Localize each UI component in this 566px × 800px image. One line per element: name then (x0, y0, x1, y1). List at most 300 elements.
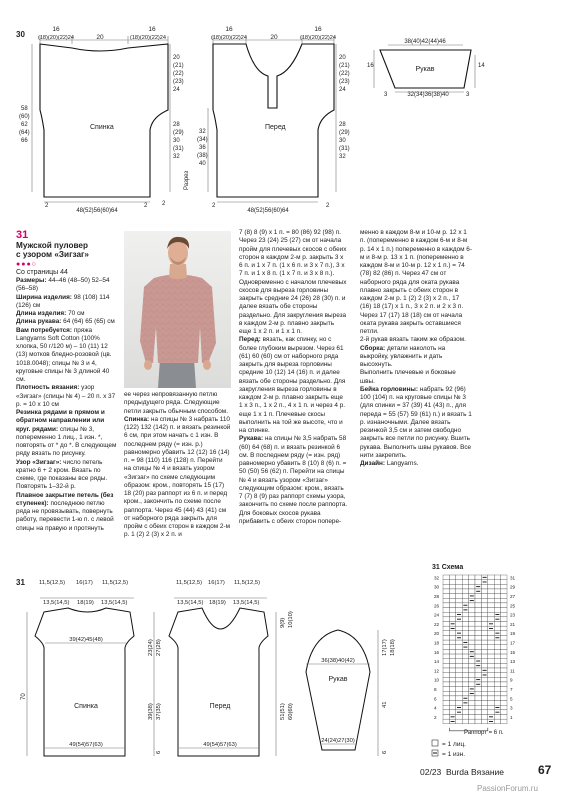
paragraph-heading: Рукава: (239, 435, 264, 443)
chart-cell (462, 575, 468, 580)
paragraph (16, 327, 120, 385)
chart-cell (456, 705, 462, 710)
svg-text:18(19): 18(19) (209, 600, 226, 606)
page-number: 67 (538, 763, 552, 777)
chart-cell (469, 696, 475, 701)
bottom-back-schematic (21, 580, 134, 756)
chart-cell (462, 622, 468, 627)
chart-cell (456, 631, 462, 636)
paragraph-heading: Плавное закрытие петель (без ступенек): (16, 491, 114, 507)
svg-text:36: 36 (199, 145, 206, 151)
chart-cell (449, 575, 455, 580)
chart-cell (449, 668, 455, 673)
chart-cell (443, 691, 449, 696)
chart-cell (449, 603, 455, 608)
svg-text:24: 24 (173, 87, 180, 93)
svg-text:2: 2 (45, 203, 49, 209)
chart-cell (462, 594, 468, 599)
chart-cell (501, 696, 507, 701)
chart-cell (449, 622, 455, 627)
chart-cell (481, 617, 487, 622)
chart-cell (449, 691, 455, 696)
chart-cell (501, 598, 507, 603)
chart-cell (475, 603, 481, 608)
photo-ref: Со страницы 44 (16, 269, 68, 277)
chart-row-label: 22 (434, 621, 440, 627)
chart-cell (481, 640, 487, 645)
chart-cell (462, 710, 468, 715)
paragraph-body: спицы № 3, попеременно 1 лиц., 1 изн. *, повторять от * до *. В следующем ряду вязать по рисунку. (16, 425, 117, 458)
chart-cell (449, 589, 455, 594)
chart-cell (456, 575, 462, 580)
paragraph-body: 2-й рукав вязать таким же образом. (360, 336, 466, 344)
chart-row-label: 21 (510, 621, 516, 627)
pattern-heading (16, 229, 121, 276)
chart-cell (501, 668, 507, 673)
sleeve-label: Рукав (415, 66, 435, 73)
chart-cell (488, 710, 494, 715)
svg-text:20: 20 (96, 34, 104, 41)
chart-cell (481, 687, 487, 692)
svg-text:3: 3 (384, 92, 388, 98)
watermark: PassionForum.ru (477, 784, 538, 793)
paragraph (124, 416, 231, 540)
chart-cell (443, 575, 449, 580)
chart-cell (475, 640, 481, 645)
chart-cell (443, 584, 449, 589)
schematic-number: 30 (16, 30, 25, 39)
chart-cell (488, 612, 494, 617)
chart-cell (443, 594, 449, 599)
svg-text:20: 20 (173, 55, 180, 61)
chart-cell (443, 659, 449, 664)
svg-text:20: 20 (339, 55, 346, 61)
front-label: Перед (265, 124, 286, 131)
chart-cell (469, 617, 475, 622)
chart-cell (469, 612, 475, 617)
chart-cell (462, 612, 468, 617)
chart-cell (449, 705, 455, 710)
chart-cell (456, 677, 462, 682)
chart-cell (456, 608, 462, 613)
svg-text:48(52)56(60)64: 48(52)56(60)64 (76, 208, 118, 214)
svg-text:16: 16 (148, 26, 156, 33)
chart-cell (481, 673, 487, 678)
chart-cell (456, 691, 462, 696)
chart-cell (475, 691, 481, 696)
paragraph-body: 70 см (66, 310, 85, 317)
chart-cell (462, 719, 468, 724)
chart-cell (462, 626, 468, 631)
chart-cell (501, 622, 507, 627)
chart-cell (456, 589, 462, 594)
chart-cell (449, 701, 455, 706)
chart-cell (475, 598, 481, 603)
chart-title: 31 Схема (432, 564, 464, 571)
chart-cell (481, 691, 487, 696)
chart-cell (456, 668, 462, 673)
paragraph-body: пряжа Langyarns Soft Cotton (100% хлопка, 50 г/120 м) – 10 (11) 12 (13) мотков бледно-розовой (цв. 1018.0048); спицы № 3 и 4, круговые спицы № 3 длиной 40 см. (16, 326, 112, 383)
chart-cell (494, 710, 500, 715)
chart-cell (462, 701, 468, 706)
chart-cell (449, 598, 455, 603)
chart-cell (494, 654, 500, 659)
svg-text:16: 16 (225, 26, 233, 33)
chart-cell (456, 696, 462, 701)
paragraph (239, 336, 348, 435)
svg-text:39(38): 39(38) (148, 703, 154, 720)
chart-cell (481, 719, 487, 724)
chart-cell (494, 640, 500, 645)
chart-cell (475, 584, 481, 589)
chart-cell (462, 715, 468, 720)
top-schematics (0, 0, 566, 220)
chart-cell (469, 687, 475, 692)
bottom-front-schematic (148, 580, 294, 756)
chart-cell (475, 715, 481, 720)
chart-cell (481, 603, 487, 608)
chart-row-label: 17 (510, 640, 516, 646)
chart-cell (449, 594, 455, 599)
chart-cell (456, 682, 462, 687)
chart-cell (481, 701, 487, 706)
chart-cell (462, 654, 468, 659)
chart-cell (475, 645, 481, 650)
chart-cell (462, 663, 468, 668)
chart-cell (501, 705, 507, 710)
svg-text:24(24)27(30): 24(24)27(30) (321, 738, 355, 744)
chart-cell (449, 673, 455, 678)
chart-cell (462, 649, 468, 654)
chart-row-label: 2 (434, 714, 437, 720)
chart-cell (469, 589, 475, 594)
chart-cell (469, 584, 475, 589)
chart-cell (494, 631, 500, 636)
chart-cell (501, 649, 507, 654)
svg-text:51(51): 51(51) (280, 703, 286, 720)
chart-cell (449, 640, 455, 645)
paragraph-body: 7 (8) 8 (9) x 1 п. = 80 (86) 92 (98) п. Через 23 (24) 25 (27) см от начала пройм для плечевых скосов с обеих сторон в каждом 2-м р. закрыть 3 x 6 п. и 1 x 7 п. (1 x 6 п. и 3 x 7 п.), 3 x 7 п. и 1 x 8 п. (1 x 7 п. и 3 x 8 п.). Одновременно с началом плечевых скосов для выреза горловины закрыть средние 24 (26) 28 (30) п. и далее вязать обе стороны раздельно. Для закругления выреза в каждом 2-м р. плавно закрыть еще 1 x 2 п. и 1 x 1 п. (239, 229, 347, 335)
chart-cell (462, 603, 468, 608)
chart-cell (494, 719, 500, 724)
chart-cell (488, 719, 494, 724)
svg-text:6: 6 (382, 750, 388, 754)
chart-cell (449, 654, 455, 659)
svg-text:11,5(12,5): 11,5(12,5) (234, 580, 260, 586)
svg-text:(38): (38) (197, 153, 208, 159)
chart-cell (475, 668, 481, 673)
chart-cell (469, 677, 475, 682)
svg-text:14: 14 (478, 63, 485, 69)
chart-cell (462, 617, 468, 622)
chart-cell (443, 580, 449, 585)
paragraph (124, 391, 231, 416)
chart-cell (501, 589, 507, 594)
svg-text:60(60): 60(60) (288, 703, 294, 720)
chart-cell (469, 645, 475, 650)
chart-cell (481, 608, 487, 613)
chart-cell (494, 691, 500, 696)
bottom-back-label: Спинка (74, 703, 98, 710)
chart-cell (456, 701, 462, 706)
chart-row-label: 6 (434, 696, 437, 702)
svg-text:(18)(20)(22)24: (18)(20)(22)24 (37, 35, 75, 41)
chart-cell (494, 659, 500, 664)
pattern-title-line1: Мужской пуловер (16, 241, 88, 250)
chart-cell (481, 668, 487, 673)
chart-cell (501, 612, 507, 617)
chart-cell (501, 654, 507, 659)
chart-cell (449, 580, 455, 585)
paragraph-heading: Бейка горловины: (360, 385, 419, 393)
chart-cell (494, 612, 500, 617)
paragraph-heading: Сборка: (360, 344, 386, 352)
chart-cell (469, 682, 475, 687)
chart-cell (488, 580, 494, 585)
svg-text:(23): (23) (173, 79, 184, 85)
chart-cell (443, 673, 449, 678)
svg-text:16: 16 (367, 63, 374, 69)
chart-cell (475, 696, 481, 701)
chart-cell (501, 575, 507, 580)
chart-cell (456, 580, 462, 585)
chart-cell (475, 589, 481, 594)
chart-row-label: 10 (434, 677, 440, 683)
chart-cell (475, 705, 481, 710)
chart-cell (443, 617, 449, 622)
chart-cell (488, 654, 494, 659)
chart-cell (449, 617, 455, 622)
chart-cell (469, 649, 475, 654)
back-schematic (19, 26, 184, 214)
legend-purl: = 1 изн. (442, 751, 466, 758)
chart-cell (481, 589, 487, 594)
svg-text:3: 3 (466, 92, 470, 98)
paragraph (239, 435, 348, 526)
paragraph (360, 229, 472, 336)
chart-cell (462, 584, 468, 589)
chart-cell (469, 668, 475, 673)
chart-cell (462, 673, 468, 678)
chart-cell (469, 598, 475, 603)
svg-text:49(54)57(63): 49(54)57(63) (203, 742, 237, 748)
svg-text:2: 2 (326, 203, 330, 209)
paragraph (16, 409, 120, 459)
svg-text:(60): (60) (19, 114, 30, 120)
chart-cell (475, 617, 481, 622)
chart-cell (456, 673, 462, 678)
chart-cell (469, 701, 475, 706)
chart-cell (443, 608, 449, 613)
chart-cell (481, 645, 487, 650)
svg-text:11,5(12,5): 11,5(12,5) (102, 580, 128, 586)
chart-cell (449, 677, 455, 682)
chart-cell (488, 635, 494, 640)
chart-cell (481, 654, 487, 659)
paragraph-body: детали наколоть на выкройку, увлажнить и дать высохнуть. (360, 344, 446, 368)
chart-cell (481, 635, 487, 640)
svg-text:20: 20 (270, 34, 278, 41)
paragraph-body: ее через непровязанную петлю предыдущего ряда. Следующие петли закрыть обычным способом. (124, 391, 228, 415)
chart-cell (469, 608, 475, 613)
svg-text:24: 24 (339, 87, 346, 93)
chart-cell (501, 631, 507, 636)
paragraph (16, 310, 120, 318)
svg-text:32: 32 (339, 154, 346, 160)
chart-row-label: 19 (510, 631, 516, 637)
chart-cell (494, 668, 500, 673)
chart-cell (488, 575, 494, 580)
chart-cell (494, 617, 500, 622)
chart-cell (488, 603, 494, 608)
svg-text:(18)(20)(22)24: (18)(20)(22)24 (210, 35, 248, 41)
paragraph (16, 277, 120, 294)
chart-cell (449, 626, 455, 631)
chart-row-label: 4 (434, 705, 437, 711)
chart-cell (462, 645, 468, 650)
back-label: Спинка (90, 124, 114, 131)
paragraph-body: на спицы № 3,5 набрать 58 (60) 64 (68) п. и вязать резинкой 6 см. В последнем ряду (= изн. ряд) равномерно убавить 8 (10) 8 (6) п. = 50 (50) 56 (62) п. Перейти на спицы № 4 и вязать узором «Зигзаг» следующим образом: кром., вязать 7 (7) 8 (9) раз раппорт схемы узора, закончить по схеме после раппорта. Для боковых скосов рукава прибавить с обеих сторон попере- (239, 435, 348, 525)
chart-cell (488, 622, 494, 627)
chart-cell (488, 682, 494, 687)
paragraph-body: 98 (108) 114 (126) см (16, 293, 110, 309)
chart-cell (501, 584, 507, 589)
chart-cell (488, 584, 494, 589)
svg-text:32: 32 (173, 154, 180, 160)
chart-row-label: 11 (510, 668, 515, 674)
text-column-2 (124, 391, 231, 540)
chart-cell (481, 594, 487, 599)
chart-cell (481, 575, 487, 580)
svg-text:41: 41 (382, 701, 388, 708)
chart-row-label: 26 (434, 603, 440, 609)
chart-cell (469, 580, 475, 585)
chart-cell (469, 705, 475, 710)
chart-cell (475, 622, 481, 627)
chart-cell (481, 705, 487, 710)
chart-cell (449, 715, 455, 720)
chart-cell (456, 640, 462, 645)
chart-cell (443, 626, 449, 631)
paragraph-heading: Ширина изделия: (16, 293, 72, 301)
chart-cell (462, 635, 468, 640)
chart-cell (494, 622, 500, 627)
svg-text:66: 66 (21, 138, 28, 144)
chart-cell (488, 663, 494, 668)
chart-cell (456, 598, 462, 603)
paragraph (360, 460, 472, 468)
chart-cell (469, 654, 475, 659)
difficulty-dots: ●●●○ (16, 261, 37, 269)
chart-cell (456, 710, 462, 715)
chart-row-label: 23 (510, 612, 516, 618)
chart-cell (494, 594, 500, 599)
paragraph (360, 369, 472, 386)
chart-cell (488, 696, 494, 701)
chart-cell (481, 584, 487, 589)
chart-row-label: 20 (434, 631, 440, 637)
chart-row-label: 14 (434, 659, 440, 665)
paragraph-body: вязать, как спинку, но с более глубоким вырезом. Через 61 (61) 60 (60) см от наборного ряда закрыть для выреза горловины средние 10 (12) 14 (16) п. и далее вязать обе стороны раздельно. Для закругления выреза горловины в каждом 2-м р. плавно закрыть еще 1 x 3 п., 1 x 2 п., 4 x 1 п. и через 4 р. еще 1 x 1 п. Плечевые скосы выполнить на той же высоте, что и на спинке. (239, 336, 346, 434)
chart-cell (456, 649, 462, 654)
chart-cell (462, 668, 468, 673)
svg-text:40: 40 (199, 161, 206, 167)
pattern-number: 31 (16, 229, 29, 241)
chart-cell (494, 649, 500, 654)
chart-row-label: 13 (510, 659, 516, 665)
paragraph (360, 336, 472, 344)
svg-text:13,5(14,5): 13,5(14,5) (177, 600, 204, 606)
paragraph-body: набрать 92 (96) 100 (104) п. на круговые спицы № 3 (для спинки = 37 (39) 41 (43) п., для переда = 55 (57) 59 (61) п.) и вязать 1 р. изнаночными. Далее вязать резинкой 3,5 см и затем свободно закрыть все петли по рисунку. Вшить рукава. Выполнить швы рукавов. Все нити закрепить. (360, 385, 472, 459)
chart-row-label: 29 (510, 584, 516, 590)
bottom-sleeve-schematic (306, 630, 396, 756)
chart-cell (501, 659, 507, 664)
chart-cell (443, 622, 449, 627)
paragraph-body: менно в каждом 8-м и 10-м р. 12 x 1 п. (попеременно в каждом 6-м и 8-м р. 14 x 1 п.) попеременно в каждом 6-м и 8-м р. 13 x 1 п. (попеременно в каждом 8-м и 10-м р. 12 x 1 п.) = 74 (78) 82 (86) п. Через 47 см от наборного ряда для оката рукава плавно закрыть с обеих сторон в каждом 2-м р. 1 (2) 2 (3) x 2 п., 17 (16) 18 (17) x 1 п., 3 x 2 п. и 2 x 3 п. Через 17 (17) 18 (18) см от начала оката рукава закрыть оставшиеся петли. (360, 229, 472, 335)
chart-cell (501, 701, 507, 706)
chart-cell (488, 626, 494, 631)
chart-cell (443, 710, 449, 715)
chart-cell (462, 677, 468, 682)
svg-text:16(17): 16(17) (208, 580, 225, 586)
svg-text:18(19): 18(19) (77, 600, 94, 606)
paragraph-body: на спицы № 3 набрать 110 (122) 132 (142) п. и вязать резинкой 6 см, при этом начать с 1 изн. В последнем ряду (= изн. р.) равномерно убавить 12 (12) 16 (14) п. = 98 (110) 116 (128) п. Перейти на спицы № 4 и вязать узором «Зигзаг» по схеме следующим образом: кром., повторять 15 (17) 18 (20) раз раппорт из 6 п. и перед кром., закончить по схеме после раппорта. Через 45 (44) 43 (41) см от наборного ряда закрыть для пройм с обеих сторон в каждом 2-м р. 1 (2) 2 (3) x 2 п. и (124, 415, 231, 539)
chart-row-label: 31 (510, 575, 516, 581)
chart-cell (456, 687, 462, 692)
chart-cell (488, 589, 494, 594)
chart-cell (501, 687, 507, 692)
svg-text:6: 6 (156, 750, 162, 754)
chart-cell (475, 594, 481, 599)
paragraph (16, 318, 120, 326)
svg-text:58: 58 (21, 106, 28, 112)
chart-cell (501, 663, 507, 668)
chart-cell (481, 649, 487, 654)
chart-cell (475, 659, 481, 664)
chart-cell (488, 594, 494, 599)
chart-cell (456, 584, 462, 589)
chart-cell (494, 598, 500, 603)
paragraph-heading: Длина изделия: (16, 310, 67, 317)
chart-cell (501, 617, 507, 622)
chart-cell (501, 715, 507, 720)
chart-cell (469, 715, 475, 720)
legend-knit: = 1 лиц. (442, 741, 466, 748)
text-column-3 (239, 229, 348, 526)
chart-cell (481, 710, 487, 715)
chart-row-labels (434, 575, 516, 720)
chart-cell (494, 645, 500, 650)
chart-row-label: 12 (434, 668, 440, 674)
chart-cell (469, 575, 475, 580)
svg-text:28: 28 (173, 122, 180, 128)
chart-cell (449, 612, 455, 617)
chart-cell (456, 659, 462, 664)
chart-cell (488, 677, 494, 682)
chart-cell (481, 659, 487, 664)
chart-cell (443, 631, 449, 636)
chart-cell (456, 603, 462, 608)
svg-text:62: 62 (21, 122, 28, 128)
svg-text:32(34)36(38)40: 32(34)36(38)40 (407, 92, 449, 98)
chart-cell (494, 673, 500, 678)
svg-text:49(54)57(63): 49(54)57(63) (69, 742, 103, 748)
chart-cell (494, 682, 500, 687)
chart-cell (481, 677, 487, 682)
chart-cell (462, 580, 468, 585)
chart-cell (475, 719, 481, 724)
svg-text:2: 2 (212, 203, 216, 209)
